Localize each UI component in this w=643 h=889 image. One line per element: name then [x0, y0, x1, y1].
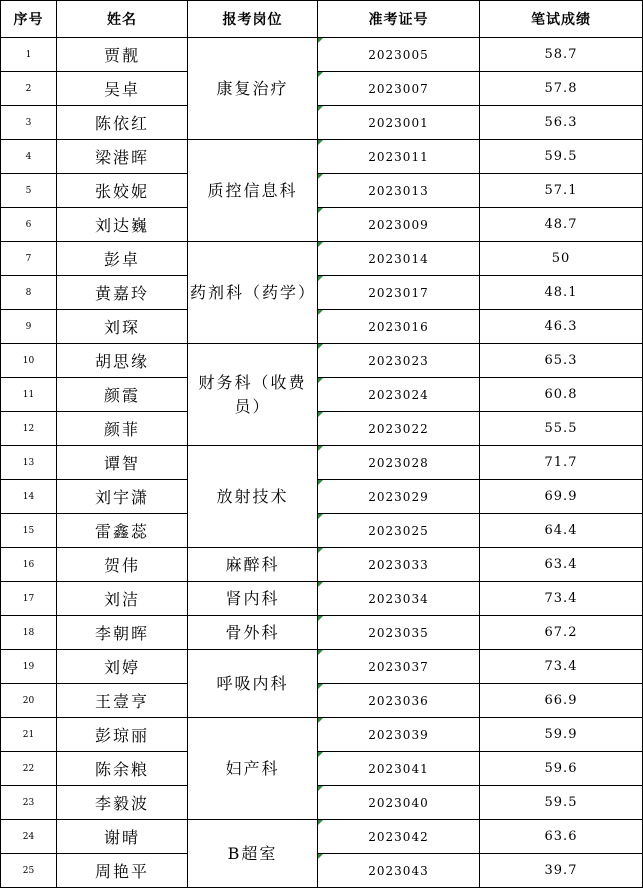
row-number: 17 [1, 582, 57, 616]
row-number: 3 [1, 106, 57, 140]
row-number: 1 [1, 38, 57, 72]
candidate-name: 谭智 [57, 446, 188, 480]
table-row [1, 684, 643, 718]
candidate-name: 贾靓 [57, 38, 188, 72]
candidate-name: 颜霞 [57, 378, 188, 412]
row-number: 13 [1, 446, 57, 480]
header-row [1, 1, 643, 38]
position-cell: 肾内科 [188, 582, 318, 616]
table-row [1, 650, 643, 684]
candidate-name: 刘婷 [57, 650, 188, 684]
candidate-name: 陈依红 [57, 106, 188, 140]
table-row [1, 276, 643, 310]
exam-score: 59.9 [480, 718, 643, 752]
exam-id: 2023028 [318, 446, 480, 480]
row-number: 21 [1, 718, 57, 752]
exam-id: 2023024 [318, 378, 480, 412]
exam-id: 2023029 [318, 480, 480, 514]
row-number: 12 [1, 412, 57, 446]
row-number: 10 [1, 344, 57, 378]
exam-id: 2023005 [318, 38, 480, 72]
exam-score: 64.4 [480, 514, 643, 548]
candidate-name: 黄嘉玲 [57, 276, 188, 310]
exam-score: 59.5 [480, 140, 643, 174]
exam-score: 50 [480, 242, 643, 276]
table-row [1, 854, 643, 888]
exam-id: 2023009 [318, 208, 480, 242]
table-row [1, 616, 643, 650]
exam-id: 2023022 [318, 412, 480, 446]
candidate-name: 彭卓 [57, 242, 188, 276]
table-row [1, 752, 643, 786]
row-number: 16 [1, 548, 57, 582]
row-number: 23 [1, 786, 57, 820]
table-row [1, 786, 643, 820]
position-cell: 呼吸内科 [188, 650, 318, 718]
exam-score: 46.3 [480, 310, 643, 344]
row-number: 8 [1, 276, 57, 310]
candidate-name: 周艳平 [57, 854, 188, 888]
exam-score: 56.3 [480, 106, 643, 140]
table-header [1, 1, 643, 38]
position-cell: 药剂科（药学） [188, 242, 318, 344]
table-row [1, 242, 643, 276]
exam-score: 60.8 [480, 378, 643, 412]
position-cell: 财务科（收费员） [188, 344, 318, 446]
row-number: 2 [1, 72, 57, 106]
exam-score: 59.6 [480, 752, 643, 786]
table-row [1, 310, 643, 344]
table-row [1, 820, 643, 854]
candidate-name: 刘洁 [57, 582, 188, 616]
row-number: 9 [1, 310, 57, 344]
table-row [1, 38, 643, 72]
candidate-name: 颜菲 [57, 412, 188, 446]
table-row [1, 106, 643, 140]
exam-score: 73.4 [480, 582, 643, 616]
table-row [1, 378, 643, 412]
candidate-name: 彭琼丽 [57, 718, 188, 752]
header-score: 笔试成绩 [480, 1, 643, 38]
row-number: 7 [1, 242, 57, 276]
row-number: 11 [1, 378, 57, 412]
table-row [1, 548, 643, 582]
candidate-name: 吴卓 [57, 72, 188, 106]
candidate-name: 张姣妮 [57, 174, 188, 208]
position-cell: 骨外科 [188, 616, 318, 650]
exam-score: 48.7 [480, 208, 643, 242]
table-row [1, 140, 643, 174]
exam-id: 2023016 [318, 310, 480, 344]
position-cell: 放射技术 [188, 446, 318, 548]
header-position: 报考岗位 [188, 1, 318, 38]
table-row [1, 480, 643, 514]
candidate-name: 李朝晖 [57, 616, 188, 650]
position-cell: 康复治疗 [188, 38, 318, 140]
exam-score: 63.4 [480, 548, 643, 582]
table-row [1, 582, 643, 616]
row-number: 4 [1, 140, 57, 174]
row-number: 15 [1, 514, 57, 548]
exam-score: 71.7 [480, 446, 643, 480]
exam-id: 2023013 [318, 174, 480, 208]
exam-id: 2023011 [318, 140, 480, 174]
exam-id: 2023001 [318, 106, 480, 140]
candidate-name: 刘琛 [57, 310, 188, 344]
exam-score: 69.9 [480, 480, 643, 514]
exam-score: 67.2 [480, 616, 643, 650]
table-row [1, 514, 643, 548]
exam-id: 2023042 [318, 820, 480, 854]
exam-score: 63.6 [480, 820, 643, 854]
table-row [1, 446, 643, 480]
exam-id: 2023025 [318, 514, 480, 548]
exam-id: 2023043 [318, 854, 480, 888]
row-number: 6 [1, 208, 57, 242]
exam-id: 2023017 [318, 276, 480, 310]
candidate-name: 胡思缘 [57, 344, 188, 378]
exam-id: 2023034 [318, 582, 480, 616]
candidate-name: 王壹亨 [57, 684, 188, 718]
exam-id: 2023023 [318, 344, 480, 378]
exam-score: 65.3 [480, 344, 643, 378]
position-cell: B超室 [188, 820, 318, 888]
candidate-name: 刘达巍 [57, 208, 188, 242]
exam-score: 58.7 [480, 38, 643, 72]
header-no: 序号 [1, 1, 57, 38]
row-number: 19 [1, 650, 57, 684]
table-row [1, 174, 643, 208]
row-number: 20 [1, 684, 57, 718]
row-number: 25 [1, 854, 57, 888]
position-cell: 麻醉科 [188, 548, 318, 582]
row-number: 22 [1, 752, 57, 786]
exam-score: 57.8 [480, 72, 643, 106]
exam-id: 2023041 [318, 752, 480, 786]
row-number: 5 [1, 174, 57, 208]
exam-score: 57.1 [480, 174, 643, 208]
exam-score: 48.1 [480, 276, 643, 310]
exam-id: 2023033 [318, 548, 480, 582]
exam-score: 59.5 [480, 786, 643, 820]
exam-id: 2023039 [318, 718, 480, 752]
table-row [1, 718, 643, 752]
candidate-name: 梁港晖 [57, 140, 188, 174]
row-number: 14 [1, 480, 57, 514]
exam-score: 55.5 [480, 412, 643, 446]
candidate-name: 贺伟 [57, 548, 188, 582]
position-cell: 妇产科 [188, 718, 318, 820]
exam-score: 39.7 [480, 854, 643, 888]
exam-id: 2023037 [318, 650, 480, 684]
exam-id: 2023036 [318, 684, 480, 718]
exam-id: 2023007 [318, 72, 480, 106]
exam-score: 73.4 [480, 650, 643, 684]
header-exam-id: 准考证号 [318, 1, 480, 38]
candidate-name: 谢晴 [57, 820, 188, 854]
exam-id: 2023035 [318, 616, 480, 650]
position-cell: 质控信息科 [188, 140, 318, 242]
candidate-name: 雷鑫蕊 [57, 514, 188, 548]
candidate-name: 陈余粮 [57, 752, 188, 786]
row-number: 18 [1, 616, 57, 650]
header-name: 姓名 [57, 1, 188, 38]
table-body [1, 38, 643, 888]
table-row [1, 344, 643, 378]
exam-id: 2023014 [318, 242, 480, 276]
exam-id: 2023040 [318, 786, 480, 820]
table-row [1, 412, 643, 446]
candidate-name: 刘宇潇 [57, 480, 188, 514]
table-row [1, 72, 643, 106]
row-number: 24 [1, 820, 57, 854]
candidate-name: 李毅波 [57, 786, 188, 820]
table-row [1, 208, 643, 242]
exam-score: 66.9 [480, 684, 643, 718]
